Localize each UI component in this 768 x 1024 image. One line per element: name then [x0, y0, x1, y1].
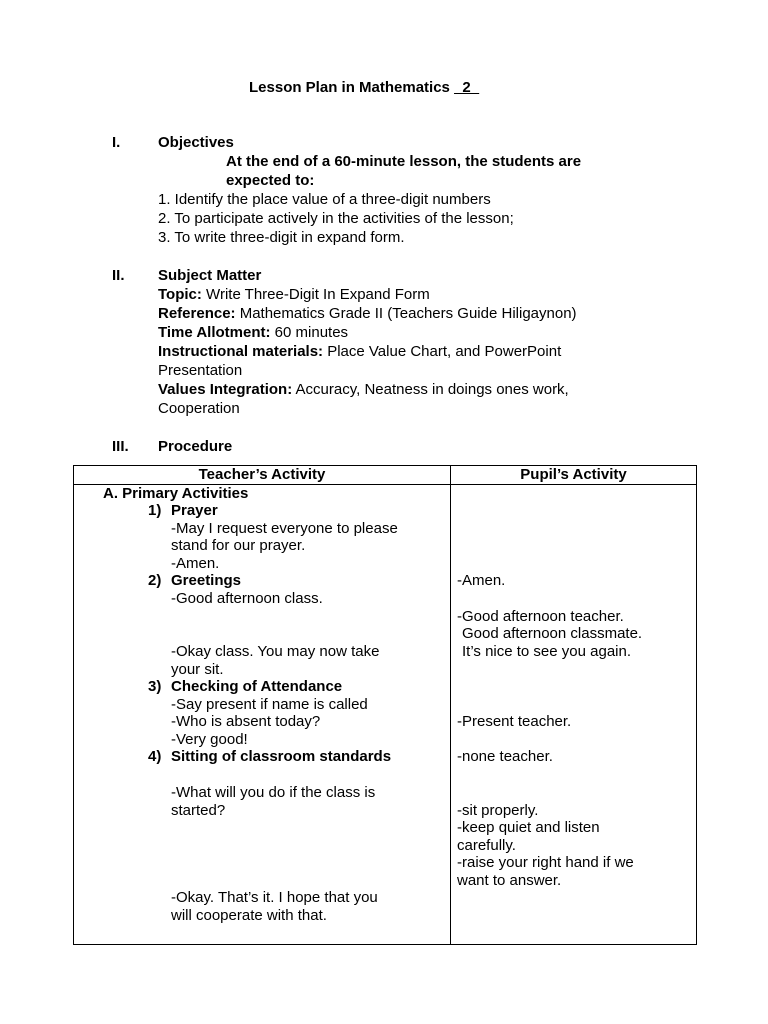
standards-number: 4) — [148, 748, 162, 765]
values-line — [158, 381, 569, 399]
pupil-line: carefully. — [457, 837, 516, 854]
teacher-activity-cell — [74, 485, 451, 945]
materials-line — [158, 343, 561, 361]
teacher-line: -May I request everyone to please — [171, 520, 398, 537]
primary-activities-heading: A. Primary Activities — [103, 485, 249, 502]
objectives-intro-cont: expected to: — [226, 172, 315, 189]
teacher-line: -What will you do if the class is — [171, 784, 376, 801]
objectives-intro: At the end of a 60-minute lesson, the students are — [226, 153, 582, 170]
values-label: Values Integration: — [158, 381, 293, 398]
teacher-line: -Okay class. You may now take — [171, 643, 380, 660]
time-value: 60 minutes — [270, 324, 349, 341]
reference-label: Reference: — [158, 305, 236, 322]
pupil-line: -Good afternoon teacher. — [457, 608, 624, 625]
teacher-line: -Good afternoon class. — [171, 590, 323, 607]
time-allotment-line — [158, 324, 348, 342]
grade-number: _2_ — [454, 79, 480, 96]
teacher-line: -Okay. That’s it. I hope that you — [171, 889, 378, 906]
table-header-row — [74, 466, 697, 485]
attendance-number: 3) — [148, 678, 162, 695]
table-row — [74, 485, 697, 945]
standards-title: Sitting of classroom standards — [171, 748, 392, 765]
values-value: Accuracy, Neatness in doings ones work, — [292, 381, 569, 398]
teacher-line: stand for our prayer. — [171, 537, 306, 554]
objectives-heading: Objectives — [158, 134, 234, 151]
pupil-line: -sit properly. — [457, 802, 539, 819]
reference-line — [158, 305, 577, 323]
topic-value: Write Three-Digit In Expand Form — [201, 286, 430, 303]
procedure-heading: Procedure — [158, 438, 233, 455]
teacher-line: -Say present if name is called — [171, 696, 368, 713]
materials-label: Instructional materials: — [158, 343, 324, 360]
objective-item: 1. Identify the place value of a three-digit numbers — [158, 191, 491, 208]
values-cont: Cooperation — [158, 400, 240, 417]
pupil-line: Good afternoon classmate. — [462, 625, 643, 642]
greetings-title: Greetings — [171, 572, 242, 589]
time-label: Time Allotment: — [158, 324, 271, 341]
subject-matter-heading: Subject Matter — [158, 267, 262, 284]
topic-line — [158, 286, 430, 304]
prayer-number: 1) — [148, 502, 162, 519]
materials-value: Place Value Chart, and PowerPoint — [323, 343, 562, 360]
teacher-line: -Very good! — [171, 731, 248, 748]
teacher-line: -Who is absent today? — [171, 713, 321, 730]
pupil-line: want to answer. — [457, 872, 562, 889]
pupil-line: -none teacher. — [457, 748, 553, 765]
teacher-activity-header: Teacher’s Activity — [74, 466, 451, 485]
objective-item: 3. To write three-digit in expand form. — [158, 229, 405, 246]
section-numeral-procedure: III. — [112, 438, 129, 455]
topic-label: Topic: — [158, 286, 202, 303]
section-numeral-subject: II. — [112, 267, 125, 284]
teacher-line: -Amen. — [171, 555, 220, 572]
pupil-line: -raise your right hand if we — [457, 854, 634, 871]
pupil-line: -keep quiet and listen — [457, 819, 600, 836]
teacher-line: will cooperate with that. — [171, 907, 327, 924]
greetings-number: 2) — [148, 572, 162, 589]
attendance-title: Checking of Attendance — [171, 678, 343, 695]
procedure-table — [73, 465, 697, 945]
pupil-line: It’s nice to see you again. — [462, 643, 631, 660]
reference-value: Mathematics Grade II (Teachers Guide Hiligaynon) — [235, 305, 577, 322]
teacher-line: started? — [171, 802, 226, 819]
pupil-activity-header: Pupil’s Activity — [451, 466, 697, 485]
section-numeral-objectives: I. — [112, 134, 121, 151]
page-title — [249, 79, 479, 97]
pupil-line: -Present teacher. — [457, 713, 572, 730]
title-text: Lesson Plan in Mathematics — [249, 79, 455, 96]
teacher-line: your sit. — [171, 661, 224, 678]
materials-cont: Presentation — [158, 362, 243, 379]
prayer-title: Prayer — [171, 502, 218, 519]
pupil-activity-cell — [451, 485, 697, 945]
pupil-line: -Amen. — [457, 572, 506, 589]
objective-item: 2. To participate actively in the activities of the lesson; — [158, 210, 514, 227]
